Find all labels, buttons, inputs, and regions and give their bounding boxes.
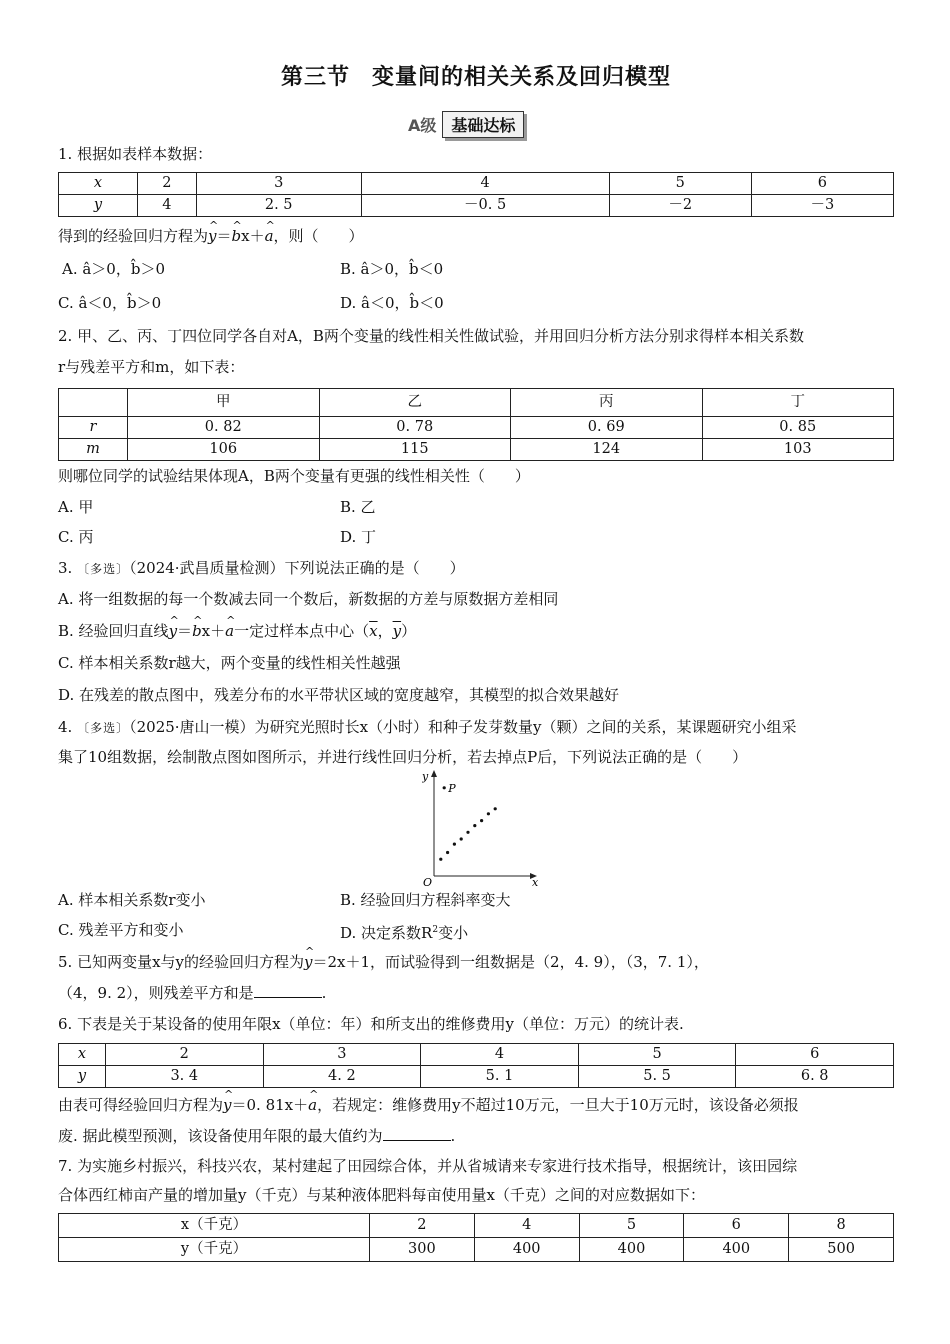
q1-table [58,172,894,217]
scatter-point [480,819,483,822]
table-cell: 3. 4 [106,1066,264,1088]
table-cell: 3 [263,1044,421,1066]
multi-select-tag: 〔多选〕 [77,562,130,576]
q1-stem: 1. 根据如表样本数据： [58,145,213,163]
table-cell: r [89,419,97,435]
table-cell: 乙 [319,389,511,417]
origin-label: O [423,876,433,888]
scatter-point [466,831,469,834]
table-cell: 400 [684,1238,789,1262]
table-cell: 103 [702,439,894,461]
scatter-points [439,786,497,861]
answer-blank[interactable] [383,1126,451,1141]
q7-stem-1: 7. 为实施乡村振兴，科技兴农，某村建起了田园综合体，并从省城请来专家进行技术指导，根据统计，该田园综 [58,1157,798,1175]
page-title [58,60,894,91]
scatter-point [494,807,497,810]
table-cell: 4 [138,195,197,217]
table-cell: －0. 5 [361,195,609,217]
table-cell: 6 [751,173,893,195]
q5-stem-2: （4，9. 2），则残差平方和是 . [58,984,327,1002]
table-row [59,1044,894,1066]
table-cell: 2 [106,1044,264,1066]
scatter-point-p [443,786,446,789]
q2-question: 则哪位同学的试验结果体现A，B两个变量有更强的线性相关性（ ） [58,467,530,485]
table-cell: 4 [474,1214,579,1238]
table-cell: 丙 [511,389,703,417]
table-cell: 0. 85 [702,417,894,439]
table-cell: x（千克） [59,1214,370,1238]
scatter-point [453,843,456,846]
table-cell: 5 [578,1044,736,1066]
answer-blank[interactable] [254,983,322,998]
table-cell: 丁 [702,389,894,417]
q4-stem-1: 4. 〔多选〕（2025·唐山一模）为研究光照时长x（小时）和种子发芽数量y（颗）之间的关系，某课题研究小组采 [58,718,797,736]
table-row [59,195,894,217]
q1-option-c[interactable]: C. â＜0，b̂＞0 [58,294,162,312]
table-cell: y（千克） [59,1238,370,1262]
y-axis-arrow [431,770,437,777]
q3-option-d[interactable]: D. 在残差的散点图中，残差分布的水平带状区域的宽度越窄，其模型的拟合效果越好 [58,686,620,704]
table-cell: 5. 1 [421,1066,579,1088]
level-badge [402,110,524,138]
q6-followup-1: 由表可得经验回归方程为^ y＝0. 81x＋^ a，若规定：维修费用y不超过10万元，一旦大于10万元时，该设备必须报 [58,1094,799,1116]
table-cell: 甲 [128,389,320,417]
table-cell: 0. 69 [511,417,703,439]
q4-option-b[interactable]: B. 经验回归方程斜率变大 [340,891,511,909]
q4-option-d[interactable]: D. 决定系数$R^2$变小 [340,924,469,942]
q5-stem-1: 5. 已知两变量x与y的经验回归方程为^ y＝2x＋1，而试验得到一组数据是（2，4. 9），（3，7. 1）， [58,951,709,973]
point-p-label: P [448,781,456,795]
q7-table [58,1213,894,1262]
y-axis-label: y [422,770,429,783]
scatter-point [473,824,476,827]
table-cell: 124 [511,439,703,461]
table-cell: 6 [684,1214,789,1238]
table-cell: 5 [609,173,751,195]
table-cell: 106 [128,439,320,461]
section-label: 第三节 [280,65,350,90]
q2-stem-2: r与残差平方和m，如下表： [58,358,245,376]
table-row [59,389,894,417]
table-cell: 400 [474,1238,579,1262]
level-box: 基础达标 [442,111,524,138]
q1-followup: 得到的经验回归方程为^ y＝^ bx＋^ a，则（ ） [58,225,364,247]
scatter-point [460,837,463,840]
q2-stem-1: 2. 甲、乙、丙、丁四位同学各自对A，B两个变量的线性相关性做试验，并用回归分析方法分别求得样本相关系数 [58,327,804,345]
table-cell: 0. 78 [319,417,511,439]
table-cell: x [77,1046,87,1062]
scatter-point [439,858,442,861]
table-cell: 300 [370,1238,475,1262]
q2-option-a[interactable]: A. 甲 [58,498,94,516]
q3-stem: 3. 〔多选〕（2024·武昌质量检测）下列说法正确的是（ ） [58,559,465,577]
section-title: 变量间的相关关系及回归模型 [372,65,672,90]
q4-option-c[interactable]: C. 残差平方和变小 [58,921,184,939]
q6-table [58,1043,894,1088]
table-cell: x [93,175,103,191]
table-cell: 0. 82 [128,417,320,439]
q6-stem: 6. 下表是关于某设备的使用年限x（单位：年）和所支出的维修费用y（单位：万元）的统计表. [58,1015,684,1033]
table-cell: 8 [789,1214,894,1238]
table-row [59,1238,894,1262]
table-cell: 2 [370,1214,475,1238]
scatter-point [446,851,449,854]
table-row [59,417,894,439]
q2-option-c[interactable]: C. 丙 [58,528,94,546]
q3-option-b[interactable]: B. 经验回归直线^ y＝^ bx＋^ a一定过样本点中心（$\overline{x}$，$\overline{y}$） [58,620,416,642]
q1-option-b[interactable]: B. â＞0，b̂＜0 [340,260,444,278]
x-axis-label: x [532,876,539,888]
table-cell: 500 [789,1238,894,1262]
table-row [59,1066,894,1088]
table-cell: m [86,441,100,457]
table-cell [59,389,128,417]
level-label: A级 [408,115,437,135]
multi-select-tag: 〔多选〕 [77,721,130,735]
table-cell: 6. 8 [736,1066,894,1088]
table-cell: y [77,1068,87,1084]
table-cell: 6 [736,1044,894,1066]
table-cell: y [93,197,103,213]
q2-option-d[interactable]: D. 丁 [340,528,377,546]
table-cell: 400 [579,1238,684,1262]
table-cell: 5. 5 [578,1066,736,1088]
table-cell: 4 [361,173,609,195]
table-row [59,439,894,461]
q2-option-b[interactable]: B. 乙 [340,498,376,516]
table-cell: 115 [319,439,511,461]
table-cell: 4. 2 [263,1066,421,1088]
q4-stem-2: 集了10组数据，绘制散点图如图所示，并进行线性回归分析，若去掉点P后，下列说法正确的是（ ） [58,748,748,766]
table-cell: 3 [196,173,361,195]
table-row [59,173,894,195]
table-cell: －2 [609,195,751,217]
table-cell: 2. 5 [196,195,361,217]
table-cell: 2 [138,173,197,195]
q3-option-a[interactable]: A. 将一组数据的每一个数减去同一个数后，新数据的方差与原数据方差相同 [58,590,559,608]
q6-followup-2: 废. 据此模型预测，该设备使用年限的最大值约为 . [58,1127,456,1145]
q3-option-c[interactable]: C. 样本相关系数r越大，两个变量的线性相关性越强 [58,654,401,672]
table-cell: 4 [421,1044,579,1066]
q2-table [58,388,894,461]
q1-option-a[interactable]: A. â＞0，b̂＞0 [62,260,166,278]
q1-option-d[interactable]: D. â＜0，b̂＜0 [340,294,444,312]
scatter-plot [422,768,542,888]
table-cell: －3 [751,195,893,217]
table-row [59,1214,894,1238]
q4-option-a[interactable]: A. 样本相关系数r变小 [58,891,206,909]
q7-stem-2: 合体西红柿亩产量的增加量y（千克）与某种液体肥料每亩使用量x（千克）之间的对应数据如下： [58,1186,705,1204]
table-cell: 5 [579,1214,684,1238]
scatter-point [487,812,490,815]
